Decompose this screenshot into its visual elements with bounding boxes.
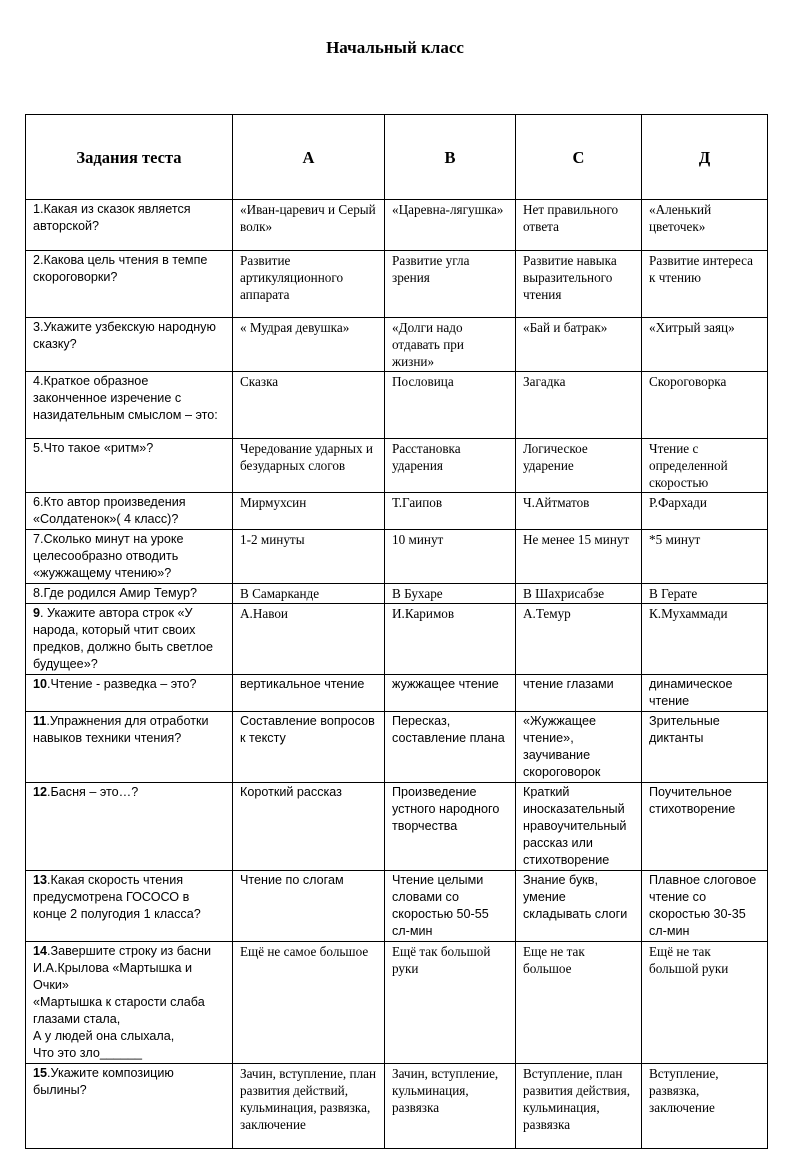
answer-a-cell: Чтение по слогам [233,871,385,942]
answer-a-cell: 1-2 минуты [233,530,385,584]
answer-c-cell: Краткий иносказательный нравоучительный рассказ или стихотворение [516,783,642,871]
table-row [26,712,768,783]
table-row [26,871,768,942]
answer-c-cell: Не менее 15 минут [516,530,642,584]
answer-d-cell: В Герате [642,584,768,604]
table-row [26,530,768,584]
table-row [26,783,768,871]
question-cell [26,318,233,372]
answer-c-cell: Ч.Айтматов [516,493,642,530]
question-cell [26,493,233,530]
table-row [26,1064,768,1149]
table-row [26,604,768,675]
header-tasks: Задания теста [26,115,233,200]
answer-a-cell: А.Навои [233,604,385,675]
question-cell [26,712,233,783]
question-text: .Какая скорость чтения предусмотрена ГОСОСО в конце 2 полугодия 1 класса? [33,873,201,921]
answer-c-cell: «Бай и батрак» [516,318,642,372]
question-text: 8.Где родился Амир Темур? [33,586,197,600]
table-row [26,372,768,439]
question-text: 3.Укажите узбекскую народную сказку? [33,320,216,351]
answer-d-cell: Чтение с определенной скоростью [642,439,768,493]
answer-d-cell: «Аленький цветочек» [642,200,768,251]
answer-a-cell: «Иван-царевич и Серый волк» [233,200,385,251]
answer-c-cell: чтение глазами [516,675,642,712]
answer-b-cell: Ещё так большой руки [385,942,516,1064]
question-cell [26,604,233,675]
answer-a-cell: « Мудрая девушка» [233,318,385,372]
question-text: .Басня – это…? [47,785,139,799]
answer-c-cell: В Шахрисабзе [516,584,642,604]
answer-a-cell: Сказка [233,372,385,439]
question-cell [26,783,233,871]
question-number: 11 [33,714,47,728]
answer-d-cell: «Хитрый заяц» [642,318,768,372]
answer-a-cell: Развитие артикуляционного аппарата [233,251,385,318]
table-row [26,318,768,372]
answer-b-cell: В Бухаре [385,584,516,604]
answer-d-cell: *5 минут [642,530,768,584]
table-row [26,584,768,604]
header-option-a: А [233,115,385,200]
answer-b-cell: И.Каримов [385,604,516,675]
question-text: 4.Краткое образное законченное изречение с назидательным смыслом – это: [33,374,218,422]
question-text: .Завершите строку из басни И.А.Крылова «Мартышка и Очки» «Мартышка к старости слаба глазами стала, А у людей она слыхала, Что это зло______ [33,944,211,1060]
question-cell [26,1064,233,1149]
answer-c-cell: А.Темур [516,604,642,675]
answer-b-cell: 10 минут [385,530,516,584]
question-number: 9 [33,606,41,620]
answer-d-cell: динамическое чтение [642,675,768,712]
answer-d-cell: Вступление, развязка, заключение [642,1064,768,1149]
answer-c-cell: Нет правильного ответа [516,200,642,251]
question-cell [26,251,233,318]
table-row [26,251,768,318]
answer-d-cell: Скороговорка [642,372,768,439]
answer-c-cell: Загадка [516,372,642,439]
question-number: 13 [33,873,48,887]
answer-d-cell: Зрительные диктанты [642,712,768,783]
question-text: .Упражнения для отработки навыков техники чтения? [33,714,209,745]
answer-b-cell: Зачин, вступление, кульминация, развязка [385,1064,516,1149]
answer-a-cell: Ещё не самое большое [233,942,385,1064]
question-cell [26,439,233,493]
question-number: 10 [33,677,48,691]
answer-b-cell: Чтение целыми словами со скоростью 50-55 сл-мин [385,871,516,942]
table-row [26,439,768,493]
question-cell [26,675,233,712]
question-text: 2.Какова цель чтения в темпе скороговорки? [33,253,208,284]
answer-d-cell: Ещё не так большой руки [642,942,768,1064]
question-text: . Укажите автора строк «У народа, который чтит своих предков, должно быть светлое будущее»? [33,606,214,671]
answer-a-cell: Чередование ударных и безударных слогов [233,439,385,493]
answer-a-cell: Мирмухсин [233,493,385,530]
answer-b-cell: Расстановка ударения [385,439,516,493]
question-text: 1.Какая из сказок является авторской? [33,202,191,233]
answer-c-cell: Еще не так большое [516,942,642,1064]
answer-b-cell: Т.Гаипов [385,493,516,530]
table-row [26,200,768,251]
question-number: 12 [33,785,48,799]
answer-b-cell: «Царевна-лягушка» [385,200,516,251]
answer-b-cell: Развитие угла зрения [385,251,516,318]
header-row [26,115,768,200]
answer-b-cell: Произведение устного народного творчества [385,783,516,871]
question-text: .Укажите композицию былины? [33,1066,174,1097]
answer-d-cell: К.Мухаммади [642,604,768,675]
answer-a-cell: Составление вопросов к тексту [233,712,385,783]
question-cell [26,200,233,251]
question-cell [26,372,233,439]
answer-a-cell: В Самарканде [233,584,385,604]
answer-a-cell: вертикальное чтение [233,675,385,712]
table-row [26,942,768,1064]
answer-c-cell: «Жужжащее чтение», заучивание скороговорок [516,712,642,783]
answer-b-cell: жужжащее чтение [385,675,516,712]
answer-d-cell: Р.Фархади [642,493,768,530]
question-number: 14 [33,944,48,958]
answer-a-cell: Зачин, вступление, план развития действий, кульминация, развязка, заключение [233,1064,385,1149]
question-cell [26,530,233,584]
question-text: 6.Кто автор произведения «Солдатенок»( 4 класс)? [33,495,186,526]
page-title: Начальный класс [326,38,464,57]
table-row [26,493,768,530]
question-text: .Чтение - разведка – это? [47,677,197,691]
answer-c-cell: Логическое ударение [516,439,642,493]
header-option-c: С [516,115,642,200]
answer-c-cell: Знание букв, умение складывать слоги [516,871,642,942]
answer-d-cell: Развитие интереса к чтению [642,251,768,318]
answer-a-cell: Короткий рассказ [233,783,385,871]
answer-c-cell: Развитие навыка выразительного чтения [516,251,642,318]
answer-b-cell: Пословица [385,372,516,439]
header-option-d: Д [642,115,768,200]
quiz-table [25,114,768,1149]
question-cell [26,584,233,604]
question-cell [26,942,233,1064]
question-cell [26,871,233,942]
answer-d-cell: Поучительное стихотворение [642,783,768,871]
question-text: 5.Что такое «ритм»? [33,441,154,455]
header-option-b: В [385,115,516,200]
answer-c-cell: Вступление, план развития действия, кульминация, развязка [516,1064,642,1149]
answer-b-cell: Пересказ, составление плана [385,712,516,783]
answer-d-cell: Плавное слоговое чтение со скоростью 30-35 сл-мин [642,871,768,942]
question-number: 15 [33,1066,48,1080]
table-row [26,675,768,712]
question-text: 7.Сколько минут на уроке целесообразно отводить «жужжащему чтению»? [33,532,184,580]
answer-b-cell: «Долги надо отдавать при жизни» [385,318,516,372]
